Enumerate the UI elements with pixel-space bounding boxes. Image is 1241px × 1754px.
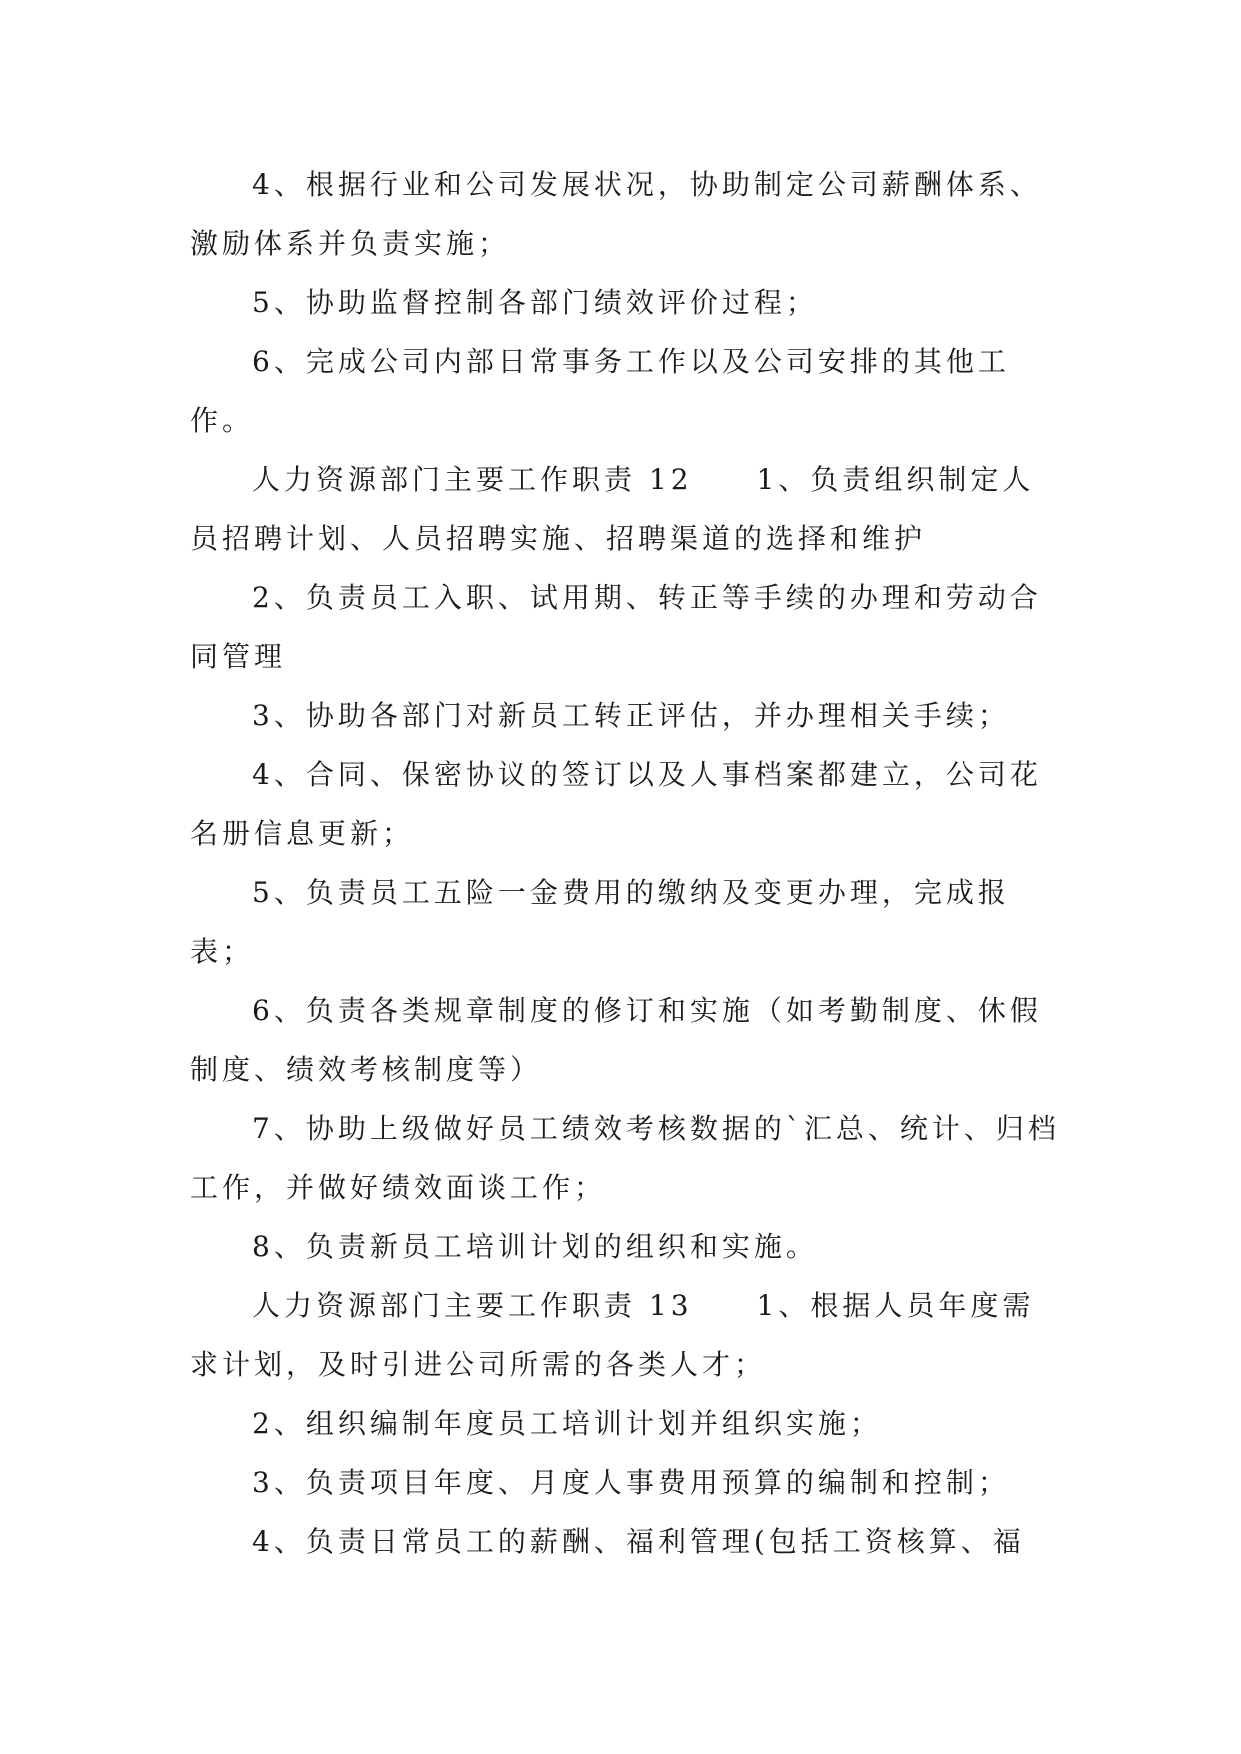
paragraph-7: 4、合同、保密协议的签订以及人事档案都建立，公司花名册信息更新； <box>190 758 1042 850</box>
paragraph-1: 4、根据行业和公司发展状况，协助制定公司薪酬体系、激励体系并负责实施； <box>190 168 1042 260</box>
paragraph-14: 3、负责项目年度、月度人事费用预算的编制和控制； <box>252 1466 1010 1499</box>
paragraph-11: 8、负责新员工培训计划的组织和实施。 <box>252 1230 818 1263</box>
paragraph-12: 人力资源部门主要工作职责 13 1、根据人员年度需求计划，及时引进公司所需的各类人才； <box>190 1289 1035 1381</box>
paragraph-6: 3、协助各部门对新员工转正评估，并办理相关手续； <box>252 699 1010 732</box>
paragraph-4: 人力资源部门主要工作职责 12 1、负责组织制定人员招聘计划、人员招聘实施、招聘渠道的选择和维护 <box>190 463 1035 555</box>
paragraph-10: 7、协助上级做好员工绩效考核数据的`汇总、统计、归档工作，并做好绩效面谈工作； <box>190 1112 1060 1204</box>
paragraph-9: 6、负责各类规章制度的修订和实施（如考勤制度、休假制度、绩效考核制度等） <box>190 994 1042 1086</box>
paragraph-2: 5、协助监督控制各部门绩效评价过程； <box>252 286 818 319</box>
paragraph-3: 6、完成公司内部日常事务工作以及公司安排的其他工作。 <box>190 345 1010 437</box>
document-body <box>190 155 1060 1571</box>
paragraph-5: 2、负责员工入职、试用期、转正等手续的办理和劳动合同管理 <box>190 581 1042 673</box>
paragraph-13: 2、组织编制年度员工培训计划并组织实施； <box>252 1407 882 1440</box>
paragraph-8: 5、负责员工五险一金费用的缴纳及变更办理，完成报表； <box>190 876 1010 968</box>
paragraph-15: 4、负责日常员工的薪酬、福利管理(包括工资核算、福 <box>252 1525 1025 1558</box>
